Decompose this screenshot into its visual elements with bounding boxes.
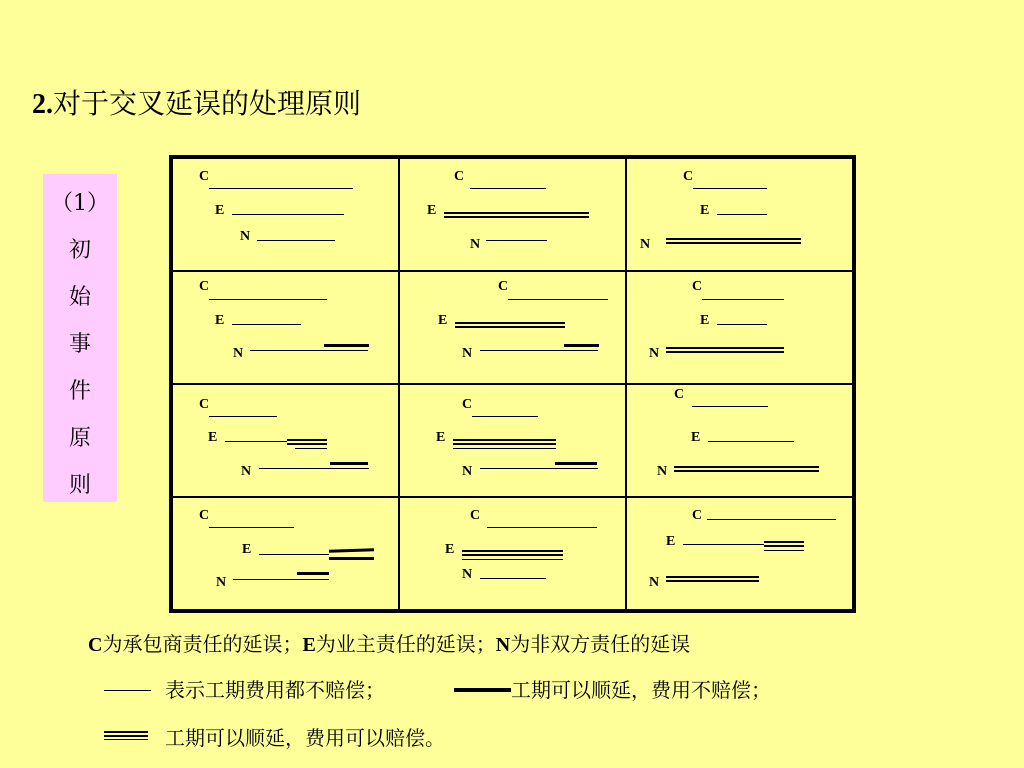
n-delay-thick-segment — [564, 344, 599, 347]
legend-single-line-sample — [104, 690, 151, 691]
label-c: C — [199, 169, 210, 184]
e-delay-double-line — [462, 550, 563, 556]
n-delay-line — [480, 578, 546, 579]
e-delay-line-extra — [764, 550, 804, 551]
n-delay-line — [257, 240, 335, 241]
n-delay-line — [486, 240, 547, 241]
c-delay-line — [209, 416, 277, 417]
n-delay-thick-segment — [324, 344, 369, 347]
c-delay-line — [209, 299, 327, 300]
label-n: N — [649, 575, 660, 590]
label-e: E — [436, 430, 446, 445]
label-n: N — [657, 464, 668, 479]
case-cell-r3c1 — [172, 384, 399, 497]
label-n: N — [233, 346, 244, 361]
legend-abbr-c: C — [88, 634, 103, 656]
label-n: N — [241, 464, 252, 479]
e-delay-line — [708, 441, 794, 442]
label-e: E — [242, 542, 252, 557]
legend-abbr-n: N — [495, 634, 511, 656]
title-number: 2. — [32, 89, 53, 120]
e-delay-line — [717, 214, 767, 215]
side-box-char: 事 — [68, 332, 91, 357]
legend-double-line-sample — [104, 731, 148, 737]
label-c: C — [199, 279, 210, 294]
e-delay-line — [225, 441, 287, 442]
page-title — [32, 86, 361, 123]
e-delay-line — [717, 324, 767, 325]
e-delay-line — [232, 324, 301, 325]
label-e: E — [215, 203, 225, 218]
label-e: E — [438, 313, 448, 328]
e-delay-double-line — [287, 439, 327, 445]
case-cell-r2c1 — [172, 271, 399, 384]
c-delay-line — [472, 416, 538, 417]
label-n: N — [462, 567, 473, 582]
e-delay-thick-segment — [329, 557, 374, 560]
case-cell-r2c3 — [626, 271, 853, 384]
label-c: C — [683, 169, 694, 184]
label-c: C — [199, 508, 210, 523]
side-box-char: 则 — [68, 473, 91, 498]
label-n: N — [462, 346, 473, 361]
label-e: E — [215, 313, 225, 328]
delay-case-grid — [169, 155, 856, 613]
side-box — [43, 174, 117, 502]
n-delay-double-line — [666, 576, 759, 582]
e-delay-double-line — [455, 322, 565, 328]
case-cell-r4c1 — [172, 497, 399, 610]
side-box-char: 件 — [68, 379, 91, 404]
c-delay-line — [209, 527, 294, 528]
legend-double-line-text: 工期可以顺延，费用可以赔偿。 — [165, 726, 445, 750]
side-box-heading: （1） — [51, 191, 109, 216]
case-cell-r4c3 — [626, 497, 853, 610]
n-delay-thick-segment — [297, 572, 329, 575]
n-delay-line — [480, 350, 598, 351]
case-cell-r2c2 — [399, 271, 626, 384]
label-e: E — [666, 534, 676, 549]
c-delay-line — [702, 299, 784, 300]
case-cell-r1c1 — [172, 158, 399, 271]
case-cell-r1c3 — [626, 158, 853, 271]
legend-desc-e: 为业主责任的延误； — [315, 632, 496, 656]
n-delay-line — [480, 468, 598, 469]
label-e: E — [691, 430, 701, 445]
legend-abbr-e: E — [302, 634, 316, 656]
e-delay-slanted-segment — [329, 548, 374, 553]
c-delay-line — [508, 299, 608, 300]
label-e: E — [427, 203, 437, 218]
side-box-char: 始 — [68, 285, 91, 310]
legend-bold-line-sample — [454, 688, 511, 692]
label-c: C — [462, 397, 473, 412]
n-delay-thick-segment — [555, 462, 597, 465]
label-n: N — [462, 464, 473, 479]
label-n: N — [470, 237, 481, 252]
e-delay-line — [259, 554, 329, 555]
label-e: E — [208, 430, 218, 445]
case-cell-r3c3 — [626, 384, 853, 497]
label-n: N — [649, 346, 660, 361]
case-cell-r3c2 — [399, 384, 626, 497]
c-delay-line — [470, 188, 546, 189]
legend-desc-n: 为非双方责任的延误 — [510, 632, 691, 656]
label-e: E — [700, 203, 710, 218]
n-delay-double-line — [666, 238, 801, 244]
c-delay-line — [707, 519, 836, 520]
n-delay-double-line — [666, 347, 784, 353]
label-c: C — [199, 397, 210, 412]
e-delay-double-line — [453, 439, 556, 445]
label-e: E — [700, 313, 710, 328]
label-c: C — [470, 508, 481, 523]
legend-double-line-sample-extra — [104, 739, 148, 740]
e-delay-line-extra — [462, 559, 563, 560]
e-delay-line — [232, 214, 344, 215]
e-delay-line-extra — [453, 448, 556, 449]
label-c: C — [692, 279, 703, 294]
e-delay-line-extra — [295, 448, 327, 449]
n-delay-line — [233, 579, 329, 580]
label-n: N — [640, 237, 651, 252]
label-c: C — [498, 279, 509, 294]
case-cell-r4c2 — [399, 497, 626, 610]
label-c: C — [692, 508, 703, 523]
e-delay-line — [683, 544, 764, 545]
n-delay-double-line — [674, 466, 819, 472]
side-box-text — [43, 180, 117, 509]
e-delay-double-line — [764, 541, 804, 547]
label-c: C — [674, 387, 685, 402]
title-text: 对于交叉延误的处理原则 — [53, 87, 362, 120]
legend-abbreviations — [88, 630, 690, 659]
c-delay-line — [693, 188, 767, 189]
label-c: C — [454, 169, 465, 184]
c-delay-line — [209, 188, 353, 189]
label-n: N — [216, 575, 227, 590]
n-delay-line — [250, 350, 368, 351]
case-cell-r1c2 — [399, 158, 626, 271]
legend-single-line-text: 表示工期费用都不赔偿； — [165, 678, 385, 702]
c-delay-line — [487, 527, 597, 528]
n-delay-thick-segment — [330, 462, 368, 465]
side-box-char: 原 — [68, 426, 91, 451]
label-e: E — [445, 542, 455, 557]
e-delay-double-line — [444, 212, 589, 218]
label-n: N — [240, 229, 251, 244]
legend-desc-c: 为承包商责任的延误； — [102, 632, 303, 656]
legend-bold-line-text: 工期可以顺延，费用不赔偿； — [511, 678, 771, 702]
c-delay-line — [692, 406, 768, 407]
side-box-char: 初 — [68, 238, 91, 263]
n-delay-line — [259, 468, 369, 469]
